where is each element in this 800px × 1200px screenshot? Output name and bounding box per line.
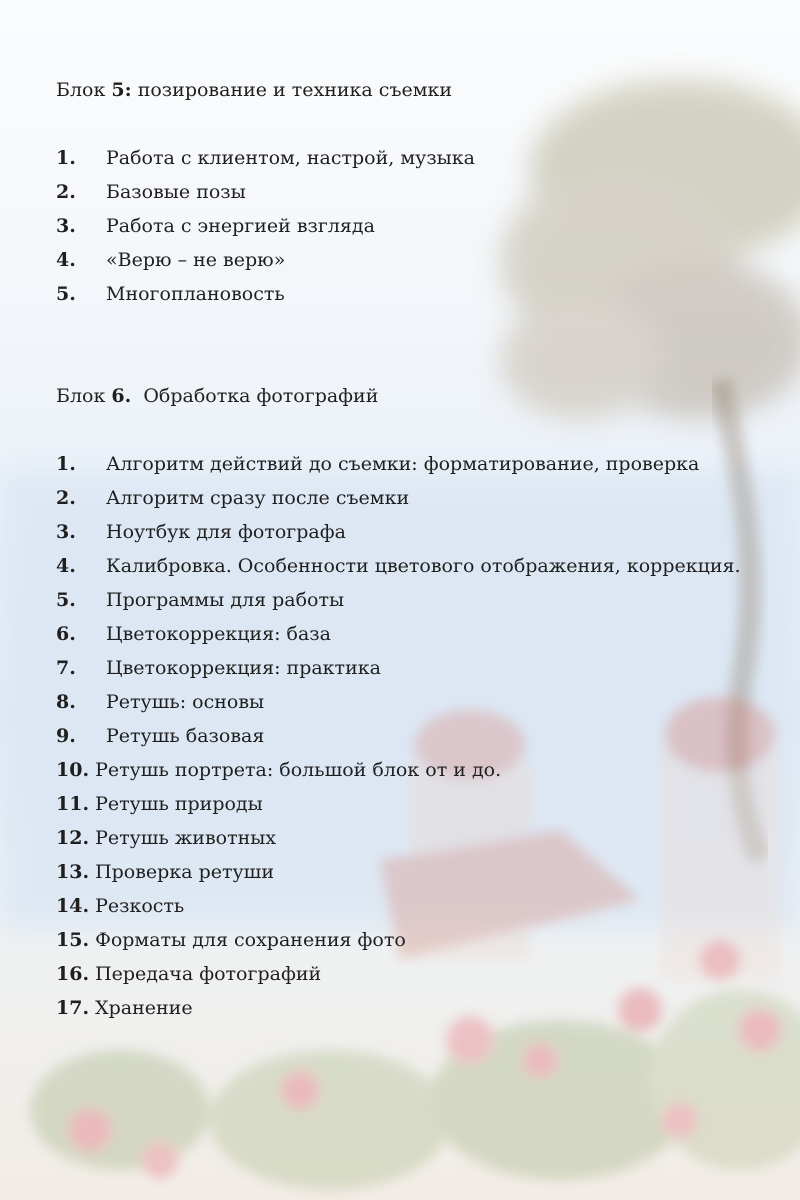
- list-item: [56, 248, 475, 282]
- item-text: Форматы для сохранения фото: [95, 929, 406, 951]
- list-item: [56, 554, 741, 588]
- item-text: «Верю – не верю»: [106, 249, 286, 271]
- list-item: [56, 860, 741, 894]
- item-text: Ретушь портрета: большой блок от и до.: [95, 759, 502, 781]
- item-number: 3.: [56, 215, 76, 237]
- list-item: [56, 758, 741, 792]
- item-number: 4.: [56, 555, 76, 577]
- list-item: [56, 282, 475, 316]
- item-number: 11.: [56, 793, 90, 815]
- item-text: Ретушь базовая: [106, 725, 265, 747]
- item-number: 16.: [56, 963, 90, 985]
- item-number: 7.: [56, 657, 76, 679]
- item-text: Ретушь: основы: [106, 691, 265, 713]
- item-number: 12.: [56, 827, 90, 849]
- item-text: Резкость: [95, 895, 185, 917]
- item-number: 10.: [56, 759, 90, 781]
- list-item: [56, 962, 741, 996]
- item-number: 6.: [56, 623, 76, 645]
- item-text: Ретушь природы: [95, 793, 263, 815]
- item-number: 1.: [56, 453, 76, 475]
- list-item: [56, 690, 741, 724]
- item-number: 3.: [56, 521, 76, 543]
- block5-list: [56, 146, 475, 316]
- item-number: 8.: [56, 691, 76, 713]
- block5-title: позирование и техника съемки: [137, 79, 453, 101]
- list-item: [56, 486, 741, 520]
- block6-list: [56, 452, 741, 1030]
- item-number: 17.: [56, 997, 90, 1019]
- list-item: [56, 656, 741, 690]
- block6-title: Обработка фотографий: [143, 385, 379, 407]
- block5-number: 5:: [111, 79, 132, 101]
- item-number: 2.: [56, 487, 76, 509]
- block6-number: 6.: [111, 385, 132, 407]
- item-text: Хранение: [95, 997, 193, 1019]
- list-item: [56, 996, 741, 1030]
- list-item: [56, 894, 741, 928]
- item-number: 14.: [56, 895, 90, 917]
- list-item: [56, 214, 475, 248]
- item-number: 9.: [56, 725, 76, 747]
- item-number: 15.: [56, 929, 90, 951]
- item-text: Ноутбук для фотографа: [106, 521, 346, 543]
- list-item: [56, 146, 475, 180]
- item-number: 4.: [56, 249, 76, 271]
- item-text: Программы для работы: [106, 589, 345, 611]
- item-number: 13.: [56, 861, 90, 883]
- item-text: Работа с энергией взгляда: [106, 215, 375, 237]
- block6-heading: [56, 384, 378, 408]
- list-item: [56, 928, 741, 962]
- list-item: [56, 826, 741, 860]
- list-item: [56, 180, 475, 214]
- list-item: [56, 792, 741, 826]
- item-text: Передача фотографий: [95, 963, 322, 985]
- item-text: Алгоритм действий до съемки: форматирование, проверка: [106, 453, 700, 475]
- item-text: Цветокоррекция: база: [106, 623, 331, 645]
- list-item: [56, 452, 741, 486]
- item-number: 5.: [56, 589, 76, 611]
- item-text: Ретушь животных: [95, 827, 277, 849]
- list-item: [56, 724, 741, 758]
- block5-heading: [56, 78, 452, 102]
- block6-prefix: Блок: [56, 385, 106, 407]
- item-number: 1.: [56, 147, 76, 169]
- list-item: [56, 588, 741, 622]
- list-item: [56, 520, 741, 554]
- item-text: Многоплановость: [106, 283, 285, 305]
- item-text: Базовые позы: [106, 181, 246, 203]
- item-number: 5.: [56, 283, 76, 305]
- item-text: Калибровка. Особенности цветового отображения, коррекция.: [106, 555, 741, 577]
- block5-prefix: Блок: [56, 79, 106, 101]
- item-text: Работа с клиентом, настрой, музыка: [106, 147, 476, 169]
- item-number: 2.: [56, 181, 76, 203]
- item-text: Цветокоррекция: практика: [106, 657, 381, 679]
- list-item: [56, 622, 741, 656]
- item-text: Проверка ретуши: [95, 861, 275, 883]
- item-text: Алгоритм сразу после съемки: [106, 487, 410, 509]
